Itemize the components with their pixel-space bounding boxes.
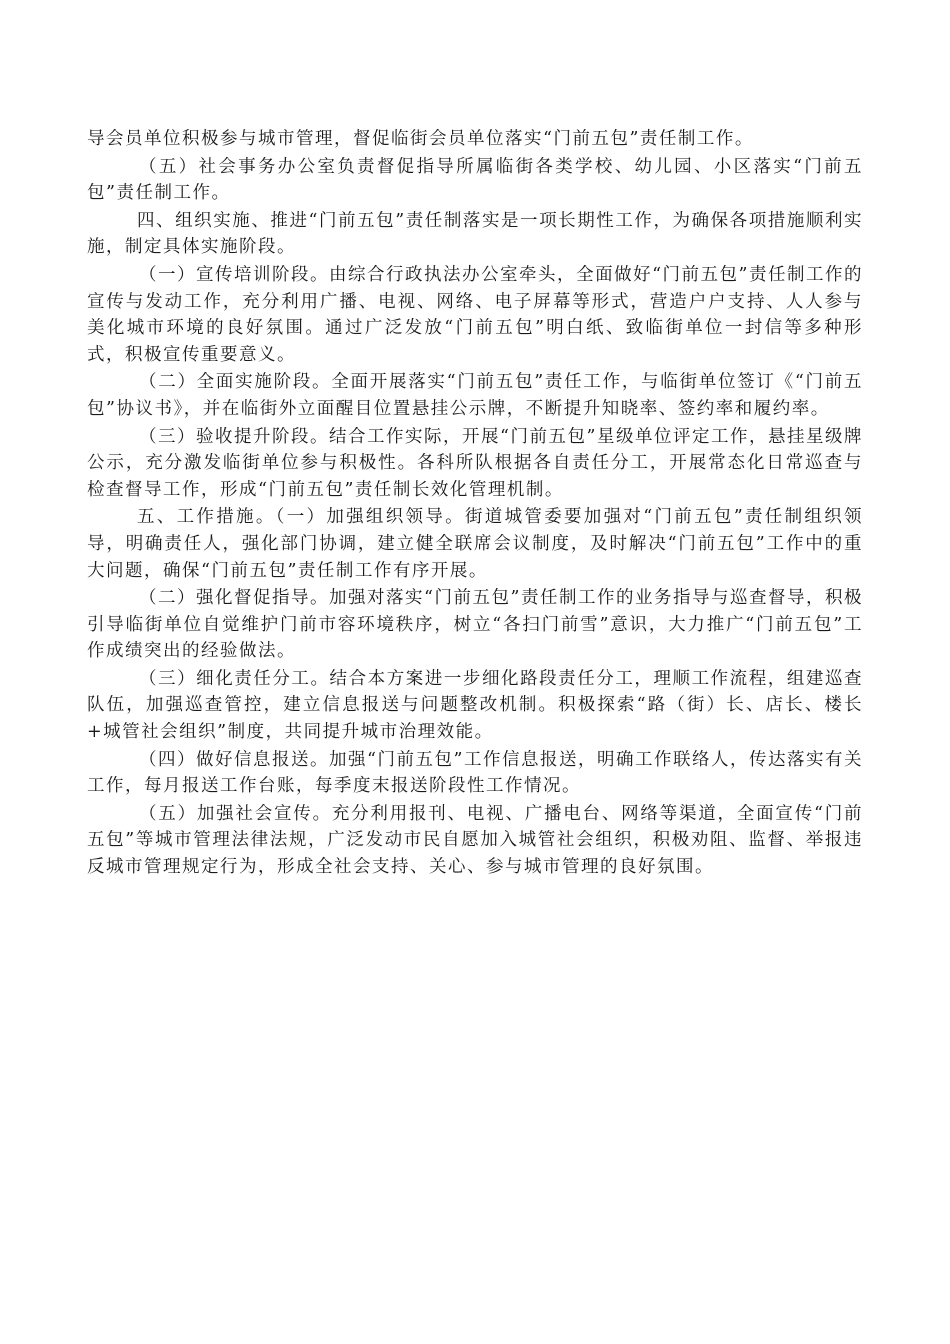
paragraph: （三）验收提升阶段。结合工作实际，开展“门前五包”星级单位评定工作，悬挂星级牌公示，充分激发临街单位参与积极性。各科所队根据各自责任分工，开展常态化日常巡查与检查督导工作，形成“门前五包”责任制长效化管理机制。 (87, 426, 863, 500)
paragraph: （五）加强社会宣传。充分利用报刊、电视、广播电台、网络等渠道，全面宣传“门前五包”等城市管理法律法规，广泛发动市民自愿加入城管社会组织，积极劝阻、监督、举报违反城市管理规定行为，形成全社会支持、关心、参与城市管理的良好氛围。 (87, 803, 863, 878)
paragraph: （二）强化督促指导。加强对落实“门前五包”责任制工作的业务指导与巡查督导，积极引导临街单位自觉维护门前市容环境秩序，树立“各扫门前雪”意识，大力推广“门前五包”工作成绩突出的经验做法。 (87, 588, 863, 662)
paragraph: （五）社会事务办公室负责督促指导所属临街各类学校、幼儿园、小区落实“门前五包”责任制工作。 (87, 156, 863, 204)
paragraph: 四、组织实施、推进“门前五包”责任制落实是一项长期性工作，为确保各项措施顺利实施，制定具体实施阶段。 (87, 210, 863, 258)
paragraph: （三）细化责任分工。结合本方案进一步细化路段责任分工，理顺工作流程，组建巡查队伍，加强巡查管控，建立信息报送与问题整改机制。积极探索“路（街）长、店长、楼长+城管社会组织”制度，共同提升城市治理效能。 (87, 668, 863, 743)
paragraph: 导会员单位积极参与城市管理，督促临街会员单位落实“门前五包”责任制工作。 (87, 129, 754, 149)
paragraph: （四）做好信息报送。加强“门前五包”工作信息报送，明确工作联络人，传达落实有关工作，每月报送工作台账，每季度末报送阶段性工作情况。 (87, 749, 863, 797)
document-body (87, 126, 863, 882)
paragraph: （一）宣传培训阶段。由综合行政执法办公室牵头，全面做好“门前五包”责任制工作的宣传与发动工作，充分利用广播、电视、网络、电子屏幕等形式，营造户户支持、人人参与美化城市环境的良好氛围。通过广泛发放“门前五包”明白纸、致临街单位一封信等多种形式，积极宣传重要意义。 (87, 264, 863, 365)
paragraph: 五、工作措施。（一）加强组织领导。街道城管委要加强对“门前五包”责任制组织领导，明确责任人，强化部门协调，建立健全联席会议制度，及时解决“门前五包”工作中的重大问题，确保“门前五包”责任制工作有序开展。 (87, 507, 863, 581)
paragraph: （二）全面实施阶段。全面开展落实“门前五包”责任工作，与临街单位签订《“门前五包”协议书》，并在临街外立面醒目位置悬挂公示牌，不断提升知晓率、签约率和履约率。 (87, 372, 863, 419)
